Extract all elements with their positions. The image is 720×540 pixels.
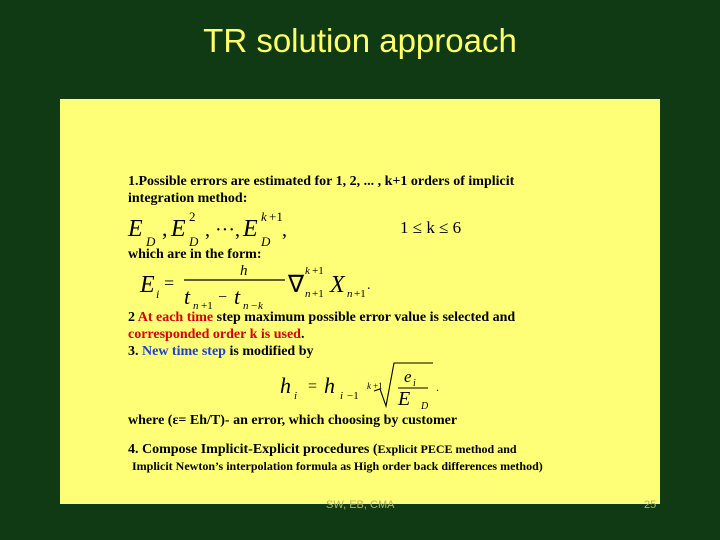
svg-text:.: . — [367, 278, 371, 293]
svg-text:E: E — [398, 388, 411, 410]
svg-text:+1: +1 — [354, 288, 366, 300]
item4-text-small: Explicit PECE method and — [377, 442, 517, 456]
svg-text:E: E — [171, 216, 186, 242]
svg-text:X: X — [330, 272, 345, 298]
footer-credit: SW, EB, CMA — [326, 499, 395, 511]
svg-text:E: E — [140, 272, 155, 298]
step-formula — [280, 363, 439, 412]
svg-text:,: , — [282, 219, 287, 241]
svg-text:=: = — [308, 378, 318, 395]
svg-text:D: D — [261, 234, 271, 249]
slide-title: TR solution approach — [203, 22, 517, 59]
item1-line2: integration method: — [128, 191, 248, 206]
svg-text:+1: +1 — [312, 265, 324, 277]
svg-text:k: k — [261, 209, 267, 224]
item3-text: is modified by — [225, 344, 314, 359]
svg-text:,: , — [162, 216, 168, 241]
error-terms-formula — [127, 209, 287, 249]
item2-highlight-b: corresponded order k is used — [128, 327, 301, 342]
item2-line1 — [128, 310, 515, 326]
item3-line — [128, 344, 314, 360]
svg-text:n: n — [243, 300, 249, 312]
svg-text:∇: ∇ — [288, 272, 305, 298]
svg-text:2: 2 — [189, 209, 196, 224]
svg-text:k: k — [367, 381, 371, 391]
svg-text:n: n — [347, 288, 353, 300]
svg-text:−: − — [218, 289, 228, 306]
svg-text:−: − — [251, 300, 258, 312]
svg-text:e: e — [404, 367, 412, 386]
svg-text:i: i — [340, 390, 344, 402]
item4-line1 — [128, 442, 517, 458]
svg-text:t: t — [234, 284, 241, 309]
svg-text:D: D — [421, 401, 429, 412]
item2-number: 2 — [128, 310, 138, 325]
item4-text: 4. Compose Implicit-Explicit procedures ( — [128, 442, 378, 457]
svg-text:k: k — [305, 265, 310, 277]
svg-text:k: k — [258, 300, 263, 312]
item4-line2: Implicit Newton’s interpolation formula as High order back differences method) — [132, 459, 543, 473]
svg-text:E: E — [128, 216, 143, 242]
svg-text:E: E — [243, 216, 258, 242]
svg-text:.: . — [436, 380, 439, 394]
svg-text:D: D — [189, 234, 199, 249]
svg-text:i: i — [156, 287, 160, 301]
svg-text:n: n — [193, 300, 199, 312]
svg-text:n: n — [305, 288, 311, 300]
item1-line1: 1.Possible errors are estimated for 1, 2, ... , k+1 orders of implicit — [128, 174, 515, 189]
svg-text:t: t — [184, 284, 191, 309]
item3-number: 3. — [128, 344, 142, 359]
svg-text:h: h — [240, 263, 248, 279]
svg-text:+1: +1 — [373, 381, 383, 391]
item2-end: . — [300, 327, 305, 342]
item2-line2 — [128, 327, 304, 343]
item3-highlight: New time step — [142, 344, 226, 359]
svg-text:D: D — [146, 234, 156, 249]
svg-text:+1: +1 — [201, 300, 213, 312]
item2-highlight-a: At each time — [137, 310, 214, 325]
svg-text:i: i — [413, 378, 416, 389]
svg-text:+1: +1 — [312, 288, 324, 300]
form-intro: which are in the form: — [128, 247, 262, 262]
svg-text:−1: −1 — [347, 390, 359, 402]
error-formula — [139, 263, 371, 312]
svg-text:, ···,: , ···, — [205, 219, 240, 241]
svg-text:=: = — [164, 273, 175, 293]
svg-text:i: i — [294, 390, 298, 402]
svg-text:h: h — [324, 373, 335, 398]
content-panel — [60, 99, 660, 504]
k-range: 1 ≤ k ≤ 6 — [400, 218, 462, 237]
where-line: where (ε= Eh/T)- an error, which choosing by customer — [128, 413, 458, 428]
page-number: 25 — [644, 499, 657, 511]
item2-text: step maximum possible error value is selected and — [213, 310, 516, 325]
svg-text:+1: +1 — [269, 209, 283, 224]
svg-text:h: h — [280, 373, 291, 398]
